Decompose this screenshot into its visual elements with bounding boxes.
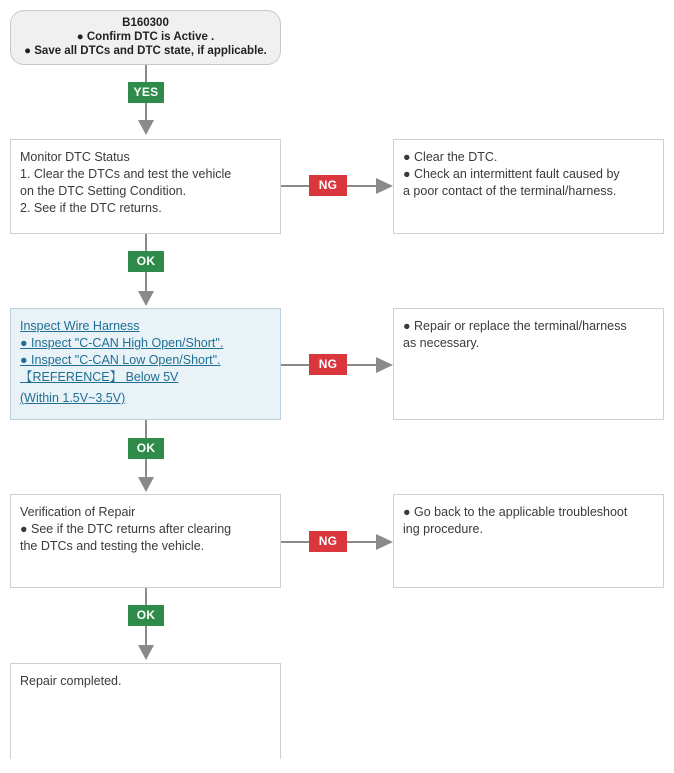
step3-ng-line-2: ing procedure. [403, 522, 483, 536]
step3-title: Verification of Repair [20, 505, 136, 519]
step-inspect-wire-harness [10, 308, 281, 420]
arrow-right-icon [376, 357, 393, 373]
ok-badge-step2: OK [128, 438, 164, 459]
step2-ng-line-2: as necessary. [403, 336, 480, 350]
ok-badge-step3: OK [128, 605, 164, 626]
step2-voltage-range: (Within 1.5V~3.5V) [20, 391, 126, 405]
yes-badge: YES [128, 82, 164, 103]
repair-completed-box [10, 663, 281, 759]
step1-title: Monitor DTC Status [20, 150, 130, 164]
step1-line-3: 2. See if the DTC returns. [20, 201, 162, 215]
arrow-down-icon [138, 645, 154, 660]
arrow-down-icon [138, 291, 154, 306]
step2-line-1: ● Inspect "C-CAN High Open/Short". [20, 336, 224, 350]
step1-ng-line-3: a poor contact of the terminal/harness. [403, 184, 617, 198]
step1-line-2: on the DTC Setting Condition. [20, 184, 187, 198]
step2-ng-line-1: ● Repair or replace the terminal/harness [403, 319, 627, 333]
step3-line-1: ● See if the DTC returns after clearing [20, 522, 232, 536]
step2-reference: 【REFERENCE】 Below 5V [20, 370, 179, 384]
step3-ng-line-1: ● Go back to the applicable troubleshoot [403, 505, 628, 519]
step2-ng-result [393, 308, 664, 420]
final-text: Repair completed. [20, 674, 122, 688]
step1-line-1: 1. Clear the DTCs and test the vehicle [20, 167, 232, 181]
ng-badge-step2: NG [309, 354, 347, 375]
ng-badge-step3: NG [309, 531, 347, 552]
step2-line-2: ● Inspect "C-CAN Low Open/Short". [20, 353, 221, 367]
step1-ng-line-2: ● Check an intermittent fault caused by [403, 167, 620, 181]
step2-title: Inspect Wire Harness [20, 319, 140, 333]
ok-badge-step1: OK [128, 251, 164, 272]
ng-badge-step1: NG [309, 175, 347, 196]
step3-ng-result [393, 494, 664, 588]
start-condition-box [10, 10, 281, 65]
step-verification-of-repair [10, 494, 281, 588]
start-instruction-2: ● Save all DTCs and DTC state, if applicable. [24, 45, 267, 57]
arrow-right-icon [376, 178, 393, 194]
step-monitor-dtc-status [10, 139, 281, 234]
arrow-down-icon [138, 120, 154, 135]
arrow-down-icon [138, 477, 154, 492]
step3-line-2: the DTCs and testing the vehicle. [20, 539, 205, 553]
dtc-code: B160300 [122, 17, 169, 29]
step1-ng-result [393, 139, 664, 234]
start-instruction-1: ● Confirm DTC is Active . [76, 31, 215, 43]
arrow-right-icon [376, 534, 393, 550]
step1-ng-line-1: ● Clear the DTC. [403, 150, 498, 164]
